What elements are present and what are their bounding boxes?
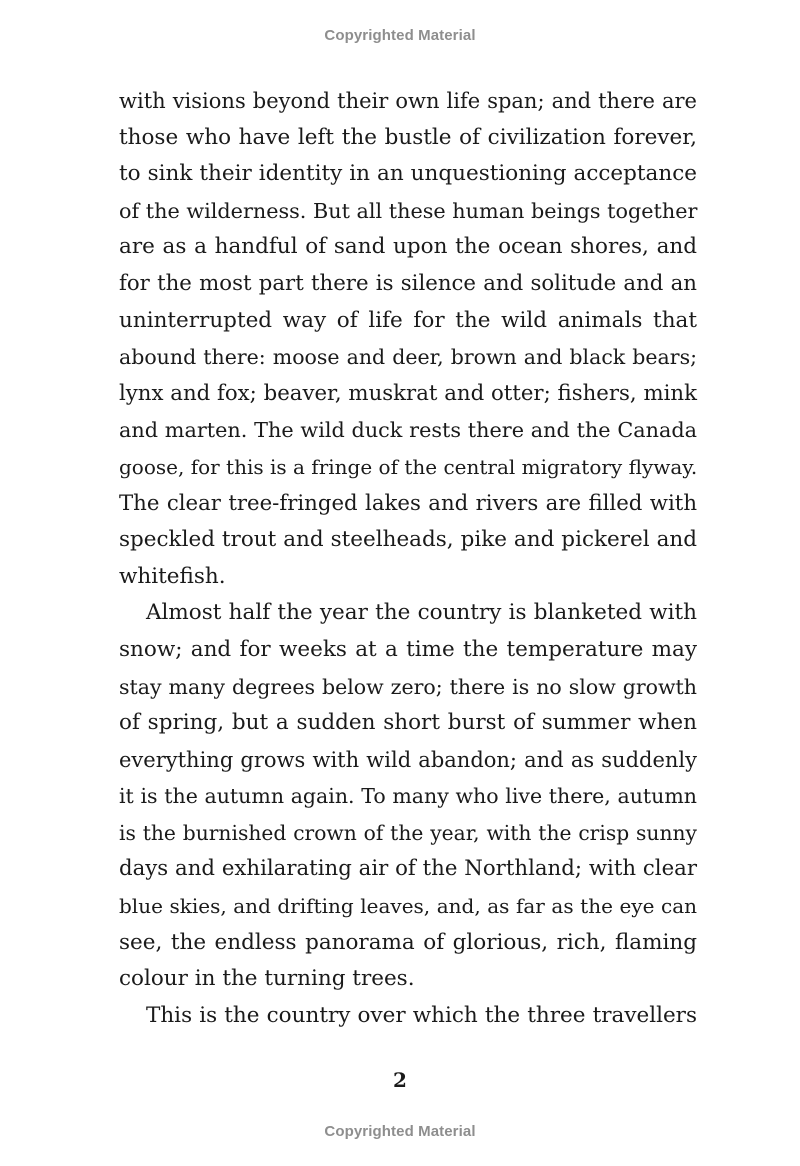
page-number: 2 bbox=[393, 1068, 407, 1092]
text-line: This is the country over which the three travellers bbox=[146, 1002, 697, 1028]
text-line: it is the autumn again. To many who live there, autumn bbox=[119, 784, 697, 809]
text-line: and marten. The wild duck rests there and the Canada bbox=[119, 418, 697, 443]
text-line: goose, for this is a fringe of the central migratory flyway. bbox=[119, 454, 698, 479]
text-line: see, the endless panorama of glorious, rich, flaming bbox=[119, 929, 697, 955]
text-line: The clear tree-fringed lakes and rivers are filled with bbox=[119, 490, 697, 516]
text-line: stay many degrees below zero; there is no slow growth bbox=[119, 674, 697, 699]
copyright-watermark-bottom: Copyrighted Material bbox=[324, 1123, 476, 1140]
text-line: everything grows with wild abandon; and as suddenly bbox=[119, 747, 697, 772]
text-line: are as a handful of sand upon the ocean shores, and bbox=[119, 234, 697, 260]
copyright-watermark-top: Copyrighted Material bbox=[324, 27, 476, 44]
text-line: of the wilderness. But all these human beings together bbox=[119, 198, 698, 223]
text-line: those who have left the bustle of civilization forever, bbox=[119, 124, 697, 150]
text-line: to sink their identity in an unquestioning acceptance bbox=[119, 161, 697, 187]
text-line: days and exhilarating air of the Northland; with clear bbox=[119, 856, 697, 882]
paragraph bbox=[119, 998, 697, 1035]
text-line: uninterrupted way of life for the wild animals that bbox=[119, 307, 697, 333]
text-line: Almost half the year the country is blanketed with bbox=[146, 600, 697, 626]
text-line: with visions beyond their own life span; and there are bbox=[119, 89, 697, 113]
text-line: abound there: moose and deer, brown and black bears; bbox=[119, 345, 697, 370]
text-line: of spring, but a sudden short burst of summer when bbox=[119, 710, 697, 736]
text-line: blue skies, and drifting leaves, and, as far as the eye can bbox=[119, 894, 697, 919]
paragraph bbox=[119, 83, 697, 595]
text-line: snow; and for weeks at a time the temperature may bbox=[119, 636, 697, 662]
text-line: whitefish. bbox=[119, 563, 226, 589]
page-body-text bbox=[119, 83, 697, 1034]
text-line: speckled trout and steelheads, pike and pickerel and bbox=[119, 527, 697, 553]
text-line: for the most part there is silence and solitude and an bbox=[119, 270, 697, 296]
text-line: is the burnished crown of the year, with the crisp sunny bbox=[119, 820, 697, 845]
text-line: colour in the turning trees. bbox=[119, 966, 415, 992]
paragraph bbox=[119, 595, 697, 998]
text-line: lynx and fox; beaver, muskrat and otter; fishers, mink bbox=[119, 380, 697, 406]
